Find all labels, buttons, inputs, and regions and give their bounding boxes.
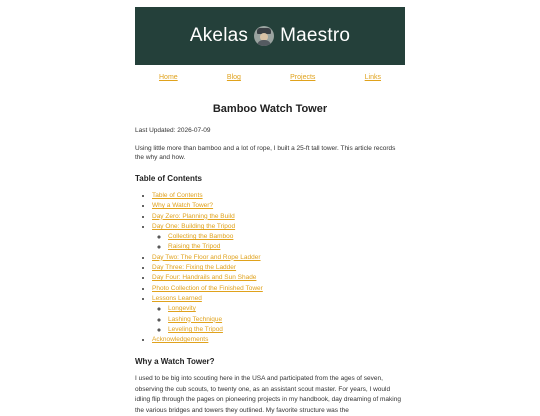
toc-item <box>152 191 405 201</box>
toc-link[interactable]: Acknowledgements <box>152 336 209 344</box>
table-of-contents <box>135 191 405 345</box>
toc-link[interactable]: Photo Collection of the Finished Tower <box>152 284 263 292</box>
nav-links-link[interactable]: Links <box>364 74 381 81</box>
toc-subitem <box>168 232 405 242</box>
toc-link[interactable]: Why a Watch Tower? <box>152 202 214 210</box>
page <box>135 7 405 416</box>
toc-item <box>152 212 405 222</box>
section-body-why: I used to be big into scouting here in the USA and participated from the ages of seven, observing the cub scouts, to twenty one, as an assistant scout master. For years, I would idling flip through the pages on pioneering projects in my handbook, day dreaming of making the various bridges and towers they outlined. My favorite structure was the <box>135 375 401 414</box>
site-title-left: Akelas <box>189 25 249 46</box>
toc-link[interactable]: Day Three: Fixing the Ladder <box>152 264 237 272</box>
last-updated: Last Updated: 2026-07-09 <box>135 127 211 134</box>
toc-link[interactable]: Lessons Learned <box>152 294 202 302</box>
toc-link[interactable]: Table of Contents <box>152 192 203 199</box>
toc-sublist <box>152 232 405 253</box>
toc-item <box>152 284 405 294</box>
toc-subitem <box>168 304 405 314</box>
section-heading-why: Why a Watch Tower? <box>135 357 215 367</box>
main-nav <box>135 74 405 81</box>
toc-link[interactable]: Day Two: The Floor and Rope Ladder <box>152 253 261 261</box>
toc-link[interactable]: Longevity <box>168 305 196 313</box>
nav-blog-link[interactable]: Blog <box>226 74 241 81</box>
toc-heading: Table of Contents <box>135 174 202 183</box>
toc-subitem <box>168 325 405 335</box>
toc-item <box>152 263 405 273</box>
toc-link[interactable]: Day Zero: Planning the Build <box>152 212 235 220</box>
toc-link[interactable]: Day One: Building the Tripod <box>152 222 236 230</box>
toc-item <box>152 294 405 335</box>
toc-link[interactable]: Collecting the Bamboo <box>168 233 234 241</box>
toc-link[interactable]: Leveling the Tripod <box>168 325 223 333</box>
article-intro: Using little more than bamboo and a lot of rope, I built a 25-ft tall tower. This article records the why and how. <box>135 145 396 161</box>
toc-item <box>152 253 405 263</box>
toc-sublist <box>152 304 405 335</box>
article-title: Bamboo Watch Tower <box>212 103 328 115</box>
nav-projects-link[interactable]: Projects <box>290 74 316 81</box>
toc-subitem <box>168 242 405 252</box>
site-banner <box>135 7 405 65</box>
toc-link[interactable]: Day Four: Handrails and Sun Shade <box>152 274 257 282</box>
toc-item <box>152 273 405 283</box>
scout-avatar-icon <box>254 26 274 46</box>
toc-item <box>152 335 405 345</box>
toc-link[interactable]: Raising the Tripod <box>168 243 221 251</box>
toc-item <box>152 222 405 253</box>
site-title-right: Maestro <box>280 25 351 46</box>
toc-subitem <box>168 315 405 325</box>
nav-home-link[interactable]: Home <box>159 74 178 81</box>
toc-item <box>152 201 405 211</box>
toc-link[interactable]: Lashing Technique <box>168 315 223 323</box>
